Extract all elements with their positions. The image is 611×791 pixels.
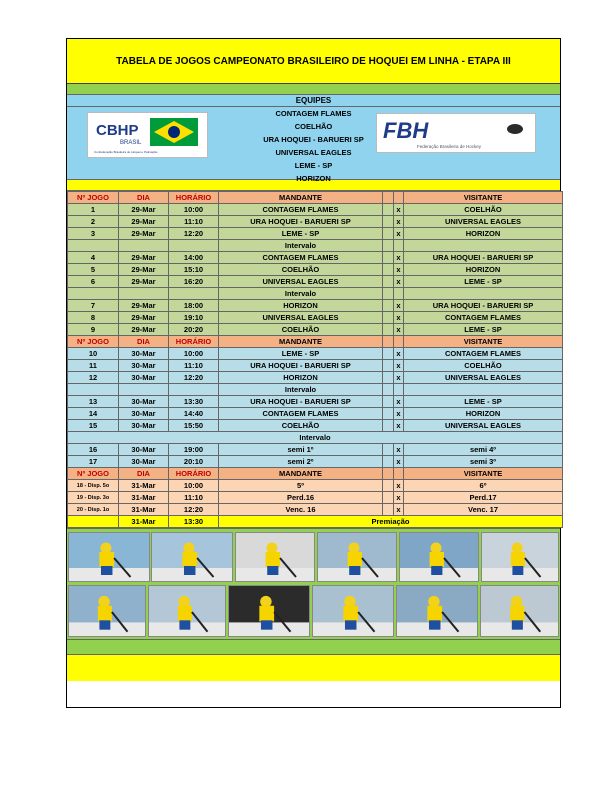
away-team: LEME - SP bbox=[404, 396, 563, 408]
empty-cell bbox=[169, 288, 219, 300]
game-number: 5 bbox=[68, 264, 119, 276]
table-header-row bbox=[68, 468, 563, 480]
fbh-logo-text: FBH bbox=[383, 118, 429, 143]
header-mandante: MANDANTE bbox=[219, 468, 383, 480]
home-team: URA HOQUEI - BARUERI SP bbox=[219, 396, 383, 408]
empty-cell bbox=[383, 228, 394, 240]
game-day: 30-Mar bbox=[119, 360, 169, 372]
game-number: 19 - Disp. 3o bbox=[68, 492, 119, 504]
game-day: 29-Mar bbox=[119, 324, 169, 336]
hockey-photo bbox=[151, 532, 233, 582]
table-row bbox=[68, 288, 563, 300]
schedule-sheet bbox=[66, 38, 561, 708]
game-number: 13 bbox=[68, 396, 119, 408]
hockey-photo bbox=[235, 532, 315, 582]
header-mandante: MANDANTE bbox=[219, 192, 383, 204]
game-time: 12:20 bbox=[169, 372, 219, 384]
table-row bbox=[68, 312, 563, 324]
game-number: 20 - Disp. 1o bbox=[68, 504, 119, 516]
team-name: LEME - SP bbox=[294, 161, 333, 170]
empty-cell bbox=[394, 384, 404, 396]
header-dia: DIA bbox=[119, 192, 169, 204]
game-time: 20:10 bbox=[169, 456, 219, 468]
game-number: 10 bbox=[68, 348, 119, 360]
game-time: 19:10 bbox=[169, 312, 219, 324]
versus-mark: x bbox=[394, 504, 404, 516]
empty-cell bbox=[383, 456, 394, 468]
game-number: 3 bbox=[68, 228, 119, 240]
table-row bbox=[68, 408, 563, 420]
header-jogo: Nº JOGO bbox=[68, 192, 119, 204]
game-number: 14 bbox=[68, 408, 119, 420]
empty-cell bbox=[383, 372, 394, 384]
home-team: Venc. 16 bbox=[219, 504, 383, 516]
game-time: 12:20 bbox=[169, 228, 219, 240]
game-day: 29-Mar bbox=[119, 300, 169, 312]
empty-cell bbox=[68, 516, 119, 528]
game-number: 6 bbox=[68, 276, 119, 288]
away-team: HORIZON bbox=[404, 228, 563, 240]
spacer-band bbox=[67, 639, 560, 654]
header-gap bbox=[383, 336, 394, 348]
home-team: COELHÃO bbox=[219, 324, 383, 336]
table-row bbox=[68, 360, 563, 372]
game-number: 17 bbox=[68, 456, 119, 468]
versus-mark: x bbox=[394, 216, 404, 228]
interval-label: Intervalo bbox=[219, 240, 383, 252]
table-row bbox=[68, 480, 563, 492]
game-day: 30-Mar bbox=[119, 372, 169, 384]
game-time: 11:10 bbox=[169, 492, 219, 504]
home-team: 5º bbox=[219, 480, 383, 492]
away-team: URA HOQUEI - BARUERI SP bbox=[404, 300, 563, 312]
away-team: semi 3º bbox=[404, 456, 563, 468]
team-name: COELHÃO bbox=[294, 122, 333, 131]
game-time: 18:00 bbox=[169, 300, 219, 312]
hockey-photo bbox=[68, 532, 150, 582]
game-time: 14:00 bbox=[169, 252, 219, 264]
home-team: CONTAGEM FLAMES bbox=[219, 204, 383, 216]
versus-mark: x bbox=[394, 264, 404, 276]
header-visitante: VISITANTE bbox=[404, 336, 563, 348]
table-row bbox=[68, 492, 563, 504]
game-day: 29-Mar bbox=[119, 216, 169, 228]
game-time: 10:00 bbox=[169, 348, 219, 360]
game-day: 30-Mar bbox=[119, 444, 169, 456]
table-row bbox=[68, 216, 563, 228]
away-team: Perd.17 bbox=[404, 492, 563, 504]
versus-mark: x bbox=[394, 360, 404, 372]
game-time: 19:00 bbox=[169, 444, 219, 456]
game-day: 29-Mar bbox=[119, 276, 169, 288]
hockey-photo bbox=[399, 532, 479, 582]
game-day: 30-Mar bbox=[119, 348, 169, 360]
hockey-photo bbox=[480, 585, 559, 637]
cbhp-logo-tagline: Confederação Brasileira de Hóquei e Patinação bbox=[94, 150, 158, 154]
table-row bbox=[68, 264, 563, 276]
home-team: COELHÃO bbox=[219, 264, 383, 276]
empty-cell bbox=[169, 240, 219, 252]
cbhp-logo bbox=[87, 112, 208, 158]
table-row bbox=[68, 516, 563, 528]
hockey-photo bbox=[481, 532, 559, 582]
empty-cell bbox=[383, 384, 394, 396]
versus-mark: x bbox=[394, 204, 404, 216]
cbhp-logo-text: CBHP bbox=[96, 122, 139, 139]
empty-cell bbox=[383, 252, 394, 264]
table-row bbox=[68, 324, 563, 336]
team-name: UNIVERSAL EAGLES bbox=[275, 148, 352, 157]
photo-strip bbox=[67, 528, 560, 639]
table-row bbox=[68, 504, 563, 516]
header-visitante: VISITANTE bbox=[404, 192, 563, 204]
away-team: LEME - SP bbox=[404, 276, 563, 288]
empty-cell bbox=[383, 324, 394, 336]
table-row bbox=[68, 396, 563, 408]
game-day: 29-Mar bbox=[119, 312, 169, 324]
versus-mark: x bbox=[394, 324, 404, 336]
teams-panel bbox=[67, 95, 560, 183]
header-jogo: Nº JOGO bbox=[68, 336, 119, 348]
home-team: URA HOQUEI - BARUERI SP bbox=[219, 360, 383, 372]
games-table bbox=[67, 191, 563, 528]
away-team: UNIVERSAL EAGLES bbox=[404, 420, 563, 432]
versus-mark: x bbox=[394, 456, 404, 468]
game-time: 14:40 bbox=[169, 408, 219, 420]
versus-mark: x bbox=[394, 228, 404, 240]
game-number: 15 bbox=[68, 420, 119, 432]
table-row bbox=[68, 240, 563, 252]
game-day: 30-Mar bbox=[119, 396, 169, 408]
interval-label: Intervalo bbox=[68, 432, 563, 444]
table-row bbox=[68, 420, 563, 432]
empty-cell bbox=[383, 288, 394, 300]
interval-label: Intervalo bbox=[219, 384, 383, 396]
team-name: URA HOQUEI - BARUERI SP bbox=[263, 135, 364, 144]
versus-mark: x bbox=[394, 372, 404, 384]
game-number: 4 bbox=[68, 252, 119, 264]
empty-cell bbox=[383, 408, 394, 420]
away-team: UNIVERSAL EAGLES bbox=[404, 216, 563, 228]
empty-cell bbox=[394, 240, 404, 252]
table-row bbox=[68, 204, 563, 216]
versus-mark: x bbox=[394, 480, 404, 492]
page-title: TABELA DE JOGOS CAMPEONATO BRASILEIRO DE HOQUEI EM LINHA - ETAPA III bbox=[67, 39, 560, 84]
table-row bbox=[68, 372, 563, 384]
versus-mark: x bbox=[394, 312, 404, 324]
table-row bbox=[68, 444, 563, 456]
away-team: UNIVERSAL EAGLES bbox=[404, 372, 563, 384]
away-team: semi 4º bbox=[404, 444, 563, 456]
home-team: CONTAGEM FLAMES bbox=[219, 408, 383, 420]
empty-cell bbox=[394, 288, 404, 300]
game-day: 29-Mar bbox=[119, 252, 169, 264]
empty-cell bbox=[383, 396, 394, 408]
interval-label: Intervalo bbox=[219, 288, 383, 300]
table-header-row bbox=[68, 336, 563, 348]
table-row bbox=[68, 384, 563, 396]
game-time: 15:50 bbox=[169, 420, 219, 432]
versus-mark: x bbox=[394, 252, 404, 264]
home-team: LEME - SP bbox=[219, 228, 383, 240]
home-team: LEME - SP bbox=[219, 348, 383, 360]
home-team: HORIZON bbox=[219, 300, 383, 312]
table-row bbox=[68, 300, 563, 312]
game-day: 31-Mar bbox=[119, 516, 169, 528]
empty-cell bbox=[383, 504, 394, 516]
hockey-photo bbox=[312, 585, 394, 637]
home-team: URA HOQUEI - BARUERI SP bbox=[219, 216, 383, 228]
versus-mark: x bbox=[394, 276, 404, 288]
game-day: 30-Mar bbox=[119, 420, 169, 432]
game-number: 7 bbox=[68, 300, 119, 312]
hockey-photo bbox=[148, 585, 226, 637]
header-jogo: Nº JOGO bbox=[68, 468, 119, 480]
empty-cell bbox=[119, 384, 169, 396]
empty-cell bbox=[119, 288, 169, 300]
award-label: Premiação bbox=[219, 516, 563, 528]
empty-cell bbox=[383, 480, 394, 492]
game-time: 12:20 bbox=[169, 504, 219, 516]
home-team: CONTAGEM FLAMES bbox=[219, 252, 383, 264]
empty-cell bbox=[383, 216, 394, 228]
empty-cell bbox=[383, 300, 394, 312]
table-header-row bbox=[68, 192, 563, 204]
empty-cell bbox=[169, 384, 219, 396]
game-day: 30-Mar bbox=[119, 456, 169, 468]
hockey-photo bbox=[228, 585, 310, 637]
away-team: URA HOQUEI - BARUERI SP bbox=[404, 252, 563, 264]
game-time: 16:20 bbox=[169, 276, 219, 288]
table-row bbox=[68, 432, 563, 444]
empty-cell bbox=[383, 240, 394, 252]
game-time: 20:20 bbox=[169, 324, 219, 336]
empty-cell bbox=[119, 240, 169, 252]
table-row bbox=[68, 252, 563, 264]
game-day: 31-Mar bbox=[119, 504, 169, 516]
away-team: Venc. 17 bbox=[404, 504, 563, 516]
game-time: 11:10 bbox=[169, 216, 219, 228]
game-number: 12 bbox=[68, 372, 119, 384]
versus-mark: x bbox=[394, 396, 404, 408]
game-day: 31-Mar bbox=[119, 480, 169, 492]
table-row bbox=[68, 456, 563, 468]
empty-cell bbox=[383, 312, 394, 324]
empty-cell bbox=[383, 360, 394, 372]
header-gap bbox=[383, 468, 394, 480]
away-team: HORIZON bbox=[404, 408, 563, 420]
home-team: semi 2º bbox=[219, 456, 383, 468]
fbh-logo-tagline: Federação Brasileira de Hockey bbox=[417, 144, 482, 149]
spacer-band bbox=[67, 84, 560, 95]
home-team: semi 1º bbox=[219, 444, 383, 456]
game-day: 30-Mar bbox=[119, 408, 169, 420]
away-team: CONTAGEM FLAMES bbox=[404, 348, 563, 360]
empty-cell bbox=[404, 240, 563, 252]
table-row bbox=[68, 348, 563, 360]
home-team: UNIVERSAL EAGLES bbox=[219, 276, 383, 288]
hockey-photo bbox=[68, 585, 146, 637]
header-dia: DIA bbox=[119, 468, 169, 480]
game-number: 9 bbox=[68, 324, 119, 336]
game-time: 13:30 bbox=[169, 396, 219, 408]
team-name: CONTAGEM FLAMES bbox=[275, 109, 352, 118]
away-team: 6º bbox=[404, 480, 563, 492]
game-number: 1 bbox=[68, 204, 119, 216]
versus-mark: x bbox=[394, 420, 404, 432]
empty-cell bbox=[383, 276, 394, 288]
empty-cell bbox=[68, 240, 119, 252]
teams-header: EQUIPES bbox=[67, 95, 560, 107]
versus-mark: x bbox=[394, 348, 404, 360]
cbhp-logo-sub: BRASIL bbox=[120, 140, 142, 146]
header-gap bbox=[394, 468, 404, 480]
away-team: CONTAGEM FLAMES bbox=[404, 312, 563, 324]
fbh-logo bbox=[376, 113, 536, 153]
empty-cell bbox=[383, 204, 394, 216]
away-team: COELHÃO bbox=[404, 204, 563, 216]
team-name: HORIZON bbox=[296, 174, 331, 183]
game-time: 13:30 bbox=[169, 516, 219, 528]
table-row bbox=[68, 228, 563, 240]
game-number: 11 bbox=[68, 360, 119, 372]
empty-cell bbox=[383, 420, 394, 432]
header-horario: HORÁRIO bbox=[169, 336, 219, 348]
game-day: 29-Mar bbox=[119, 228, 169, 240]
spacer-band bbox=[67, 654, 560, 681]
away-team: COELHÃO bbox=[404, 360, 563, 372]
away-team: LEME - SP bbox=[404, 324, 563, 336]
home-team: HORIZON bbox=[219, 372, 383, 384]
game-number: 8 bbox=[68, 312, 119, 324]
empty-cell bbox=[383, 264, 394, 276]
versus-mark: x bbox=[394, 408, 404, 420]
empty-cell bbox=[383, 444, 394, 456]
home-team: Perd.16 bbox=[219, 492, 383, 504]
game-day: 29-Mar bbox=[119, 264, 169, 276]
header-mandante: MANDANTE bbox=[219, 336, 383, 348]
game-number: 16 bbox=[68, 444, 119, 456]
versus-mark: x bbox=[394, 444, 404, 456]
hockey-photo bbox=[396, 585, 478, 637]
header-gap bbox=[383, 192, 394, 204]
home-team: UNIVERSAL EAGLES bbox=[219, 312, 383, 324]
empty-cell bbox=[404, 288, 563, 300]
game-time: 11:10 bbox=[169, 360, 219, 372]
header-gap bbox=[394, 336, 404, 348]
empty-cell bbox=[404, 384, 563, 396]
versus-mark: x bbox=[394, 300, 404, 312]
game-time: 10:00 bbox=[169, 204, 219, 216]
header-dia: DIA bbox=[119, 336, 169, 348]
away-team: HORIZON bbox=[404, 264, 563, 276]
game-number: 2 bbox=[68, 216, 119, 228]
empty-cell bbox=[383, 492, 394, 504]
game-day: 31-Mar bbox=[119, 492, 169, 504]
game-time: 10:00 bbox=[169, 480, 219, 492]
empty-cell bbox=[68, 384, 119, 396]
empty-cell bbox=[68, 288, 119, 300]
versus-mark: x bbox=[394, 492, 404, 504]
empty-cell bbox=[383, 348, 394, 360]
header-visitante: VISITANTE bbox=[404, 468, 563, 480]
header-gap bbox=[394, 192, 404, 204]
table-row bbox=[68, 276, 563, 288]
game-number: 18 - Disp. 5o bbox=[68, 480, 119, 492]
hockey-photo bbox=[317, 532, 397, 582]
game-time: 15:10 bbox=[169, 264, 219, 276]
header-horario: HORÁRIO bbox=[169, 468, 219, 480]
game-day: 29-Mar bbox=[119, 204, 169, 216]
home-team: COELHÃO bbox=[219, 420, 383, 432]
header-horario: HORÁRIO bbox=[169, 192, 219, 204]
